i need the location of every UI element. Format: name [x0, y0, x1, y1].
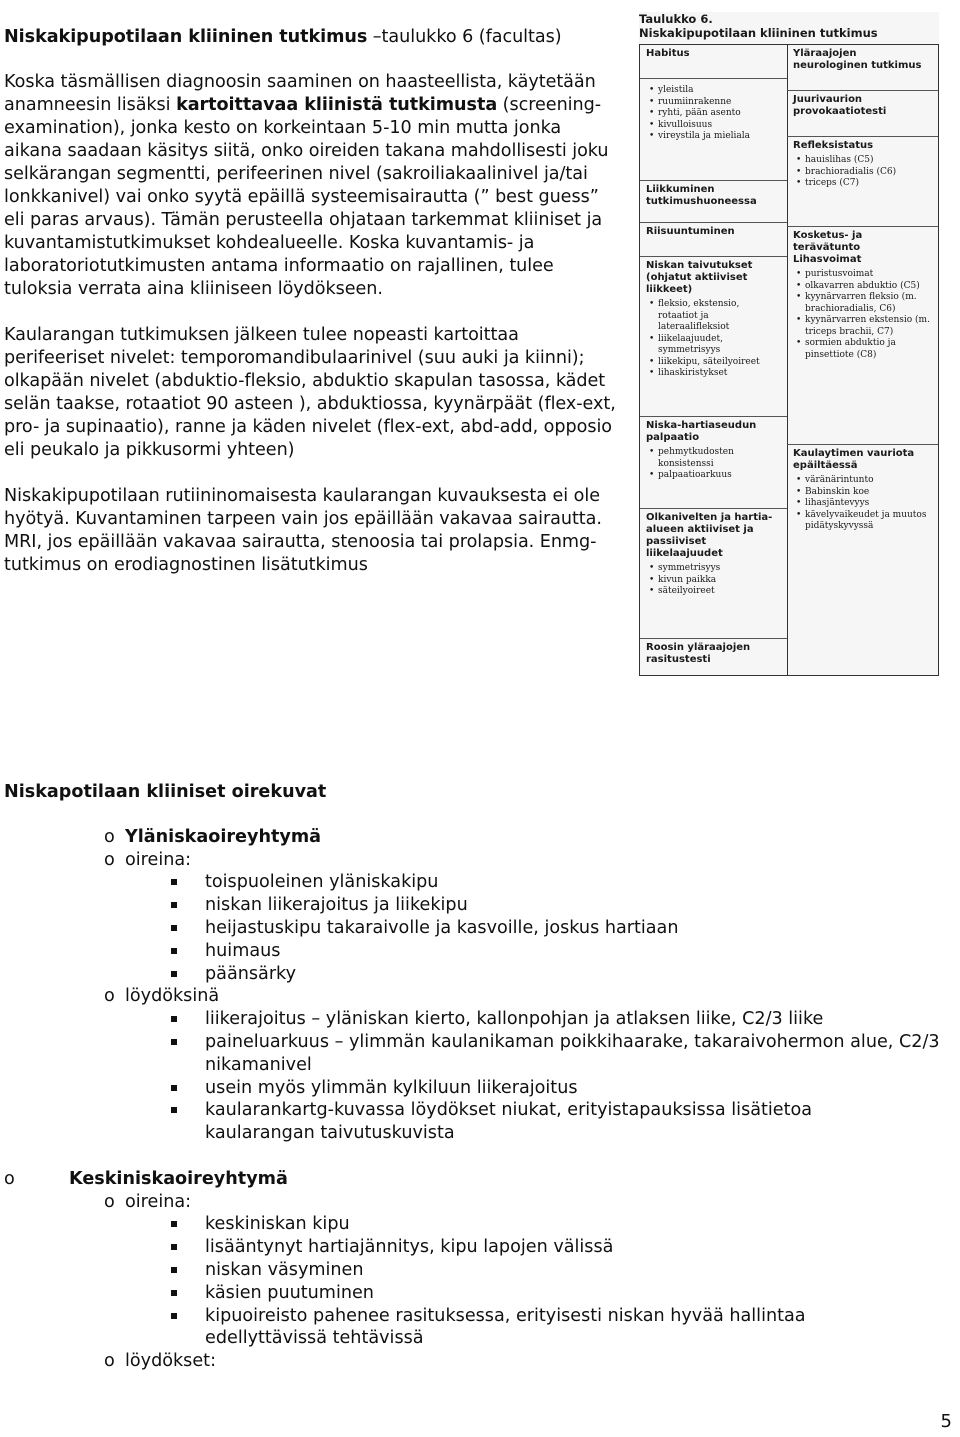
square-bullet-icon	[171, 1016, 177, 1022]
circle-bullet-icon: o	[104, 826, 115, 847]
list-item	[4, 826, 954, 849]
cell-list	[646, 447, 781, 482]
square-bullet-icon	[171, 1221, 177, 1227]
intro-column	[4, 26, 616, 600]
cell-heading: Kaulaytimen vauriota epäiltäessä	[793, 448, 915, 471]
list-item: • liikelaajuudet, symmetrisyys	[658, 334, 781, 357]
list-item: • kivulloisuus	[658, 120, 781, 132]
clinical-pictures-section	[4, 781, 954, 1373]
square-bullet-icon	[171, 971, 177, 977]
list-label: löydöksinä	[125, 986, 220, 1007]
paragraph-peripheral-joints: Kaularangan tutkimuksen jälkeen tulee nopeasti kartoittaa perifeeriset nivelet: temporomandibulaarinivel (suu auki ja kiinni); olkapään nivelet (abduktio-fleksio, abduktio skapulan tasossa, kädet selän taakse, rotaatiot 90 asteen ), abduktiossa, kyynärpäät (flex-ext, pro- ja supinaatio), ranne ja käden nivelet (flex-ext, abd-add, opposio eli peukalo ja pikkusormi yhteen)	[4, 325, 616, 460]
list-item	[4, 1031, 954, 1077]
list-text: kaularankartg-kuvassa löydökset niukat, erityistapauksissa lisätietoa kaularangan taivutuskuvista	[205, 1100, 813, 1144]
list-item	[4, 1236, 954, 1259]
list-item: • lihaskiristykset	[658, 368, 781, 380]
list-item: • olkavarren abduktio (C5)	[805, 281, 932, 293]
list-item	[4, 963, 954, 986]
table-cell	[640, 417, 787, 509]
list-item	[4, 1099, 954, 1145]
table-cell	[787, 227, 938, 445]
cell-list	[793, 155, 932, 190]
list-label: oireina:	[125, 849, 192, 870]
list-item: • triceps (C7)	[805, 178, 932, 190]
cell-heading: Niskan taivutukset (ohjatut aktiiviset liikkeet)	[646, 260, 753, 295]
list-item	[4, 1077, 954, 1100]
table-grid	[639, 44, 939, 676]
square-bullet-icon	[171, 1313, 177, 1319]
cell-list	[646, 299, 781, 380]
table-cell	[787, 91, 938, 137]
table-cell	[640, 509, 787, 639]
cell-list	[646, 563, 781, 598]
square-bullet-icon	[171, 925, 177, 931]
cell-list	[793, 269, 932, 361]
cell-heading: Liikkuminen tutkimushuoneessa	[646, 184, 757, 207]
table-cell	[640, 639, 787, 675]
cell-heading: Kosketus- ja terävätunto Lihasvoimat	[793, 230, 863, 265]
list-item: • ruumiinrakenne	[658, 97, 781, 109]
list-item	[4, 1168, 954, 1191]
table-cell	[640, 223, 787, 257]
cell-heading: Olkanivelten ja hartia-alueen aktiiviset ja passiiviset liikelaajuudet	[646, 512, 773, 559]
list-item	[4, 1191, 954, 1214]
table-cell	[640, 257, 787, 417]
square-bullet-icon	[171, 902, 177, 908]
table-cell	[787, 445, 938, 675]
list-item: • väränärintunto	[805, 475, 932, 487]
cell-heading: Niska-hartiaseudun palpaatio	[646, 420, 757, 443]
list-label: löydökset:	[125, 1351, 217, 1372]
list-text: niskan liikerajoitus ja liikekipu	[205, 895, 468, 916]
table-right-column	[787, 45, 938, 675]
list-item: • vireystila ja mieliala	[658, 131, 781, 143]
list-item: • sormien abduktio ja pinsettiote (C8)	[805, 338, 932, 361]
list-text: lisääntynyt hartiajännitys, kipu lapojen välissä	[205, 1237, 614, 1258]
list-item: • ryhti, pään asento	[658, 108, 781, 120]
list-item	[4, 894, 954, 917]
list-item: • fleksio, ekstensio, rotaatiot ja lateraalifleksiot	[658, 299, 781, 334]
list-item: • hauislihas (C5)	[805, 155, 932, 167]
table-caption	[639, 12, 939, 40]
subsection-title: Yläniskaoireyhtymä	[125, 826, 322, 847]
list-item	[4, 849, 954, 872]
paragraph-screening	[4, 71, 616, 301]
list-item	[4, 1305, 954, 1351]
list-item: • kyynärvarren fleksio (m. brachioradialis, C6)	[805, 292, 932, 315]
cell-list	[646, 85, 781, 143]
list-item: • kivun paikka	[658, 575, 781, 587]
list-item: • lihasjäntevyys	[805, 498, 932, 510]
square-bullet-icon	[171, 1085, 177, 1091]
cell-list	[793, 475, 932, 533]
table-cell	[640, 79, 787, 181]
table-caption-title: Niskakipupotilaan kliininen tutkimus	[639, 26, 878, 40]
list-item	[4, 1008, 954, 1031]
table-left-column	[640, 45, 788, 675]
spacer	[4, 1145, 954, 1168]
list-item: • liikekipu, säteilyoireet	[658, 357, 781, 369]
list-item	[4, 871, 954, 894]
list-item	[4, 1350, 954, 1373]
list-item: • Babinskin koe	[805, 487, 932, 499]
list-text: liikerajoitus – yläniskan kierto, kallonpohjan ja atlaksen liike, C2/3 liike	[205, 1009, 824, 1030]
page-number: 5	[940, 1411, 952, 1432]
table-6-figure	[639, 12, 939, 676]
list-text: käsien puutuminen	[205, 1282, 374, 1303]
table-cell	[640, 181, 787, 223]
list-text: paineluarkuus – ylimmän kaulanikaman poikkihaarake, takaraivohermon alue, C2/3 nikamanivel	[205, 1031, 940, 1075]
list-item: • symmetrisyys	[658, 563, 781, 575]
circle-bullet-icon: o	[4, 1168, 15, 1189]
cell-heading: Yläraajojen neurologinen tutkimus	[793, 48, 922, 71]
list-item	[4, 1282, 954, 1305]
square-bullet-icon	[171, 1107, 177, 1113]
list-item	[4, 985, 954, 1008]
list-item: • puristusvoimat	[805, 269, 932, 281]
paragraph-text: Koska täsmällisen diagnoosin saaminen on haasteellista, käytetään anamneesin lisäksi	[4, 72, 596, 115]
circle-bullet-icon: o	[104, 1191, 115, 1212]
list-text: huimaus	[205, 940, 281, 961]
table-cell	[787, 137, 938, 227]
paragraph-text: (screening-examination), jonka kesto on korkeintaan 5-10 min mutta jonka aikana saadaan käsitys siitä, onko oireiden takana mahdollisesti joku selkärangan segmentti, perifeerinen nivel (sakroiliakaalinivel ja/tai lonkkanivel) vai onko syytä epäillä systeemisairautta (” best guess” eli paras arvaus). Tämän perusteella ohjataan tarkemmat kliiniset ja kuvantamistutkimukset kohdealueelle. Koska kuvantamis- ja laboratoriotutkimusten antama informaatio on rajallinen, tulee tuloksia verrata aina kliiniseen löydökseen.	[4, 95, 609, 299]
list-item	[4, 940, 954, 963]
list-item: • brachioradialis (C6)	[805, 167, 932, 179]
cell-heading: Habitus	[646, 48, 690, 59]
list-text: kipuoireisto pahenee rasituksessa, erityisesti niskan hyvää hallintaa edellyttävissä tehtävissä	[205, 1305, 806, 1349]
list-text: päänsärky	[205, 963, 297, 984]
circle-bullet-icon: o	[104, 1351, 115, 1372]
square-bullet-icon	[171, 1244, 177, 1250]
title-bold: Niskakipupotilaan kliininen tutkimus	[4, 27, 368, 47]
table-caption-number: Taulukko 6.	[639, 12, 713, 26]
paragraph-imaging: Niskakipupotilaan rutiininomaisesta kaularangan kuvauksesta ei ole hyötyä. Kuvantaminen tarpeen vain jos epäillään vakavaa sairautta. MRI, jos epäillään vakavaa sairautta, stenoosia tai prolapsia. Enmg-tutkimus on erodiagnostinen lisätutkimus	[4, 486, 602, 575]
list-text: heijastuskipu takaraivolle ja kasvoille, joskus hartiaan	[205, 917, 679, 938]
square-bullet-icon	[171, 948, 177, 954]
list-text: toispuoleinen yläniskakipu	[205, 872, 439, 893]
list-label: oireina:	[125, 1191, 192, 1212]
subsection-title: Keskiniskaoireyhtymä	[69, 1168, 288, 1189]
list-item: • palpaatioarkuus	[658, 470, 781, 482]
paragraph-bold: kartoittavaa kliinistä tutkimusta	[176, 95, 498, 115]
table-cell	[640, 45, 787, 79]
section-title	[4, 26, 616, 49]
table-cell	[787, 45, 938, 91]
list-item: • yleistila	[658, 85, 781, 97]
cell-heading: Refleksistatus	[793, 140, 874, 151]
cell-heading: Juurivaurion provokaatiotesti	[793, 94, 887, 117]
list-text: keskiniskan kipu	[205, 1214, 350, 1235]
list-item: • kyynärvarren ekstensio (m. triceps brachii, C7)	[805, 315, 932, 338]
list-text: usein myös ylimmän kylkiluun liikerajoitus	[205, 1077, 578, 1098]
list-item	[4, 1259, 954, 1282]
section-heading: Niskapotilaan kliiniset oirekuvat	[4, 782, 327, 802]
list-item	[4, 1213, 954, 1236]
list-item: • säteilyoireet	[658, 586, 781, 598]
cell-heading: Roosin yläraajojen rasitustesti	[646, 642, 751, 665]
list-text: niskan väsyminen	[205, 1259, 364, 1280]
square-bullet-icon	[171, 879, 177, 885]
list-item	[4, 917, 954, 940]
list-item: • pehmytkudosten konsistenssi	[658, 447, 781, 470]
square-bullet-icon	[171, 1039, 177, 1045]
cell-heading: Riisuuntuminen	[646, 226, 735, 237]
title-rest: –taulukko 6 (facultas)	[367, 27, 562, 47]
circle-bullet-icon: o	[104, 986, 115, 1007]
circle-bullet-icon: o	[104, 849, 115, 870]
list-item: • kävelyvaikeudet ja muutos pidätyskyvyssä	[805, 510, 932, 533]
square-bullet-icon	[171, 1290, 177, 1296]
square-bullet-icon	[171, 1267, 177, 1273]
